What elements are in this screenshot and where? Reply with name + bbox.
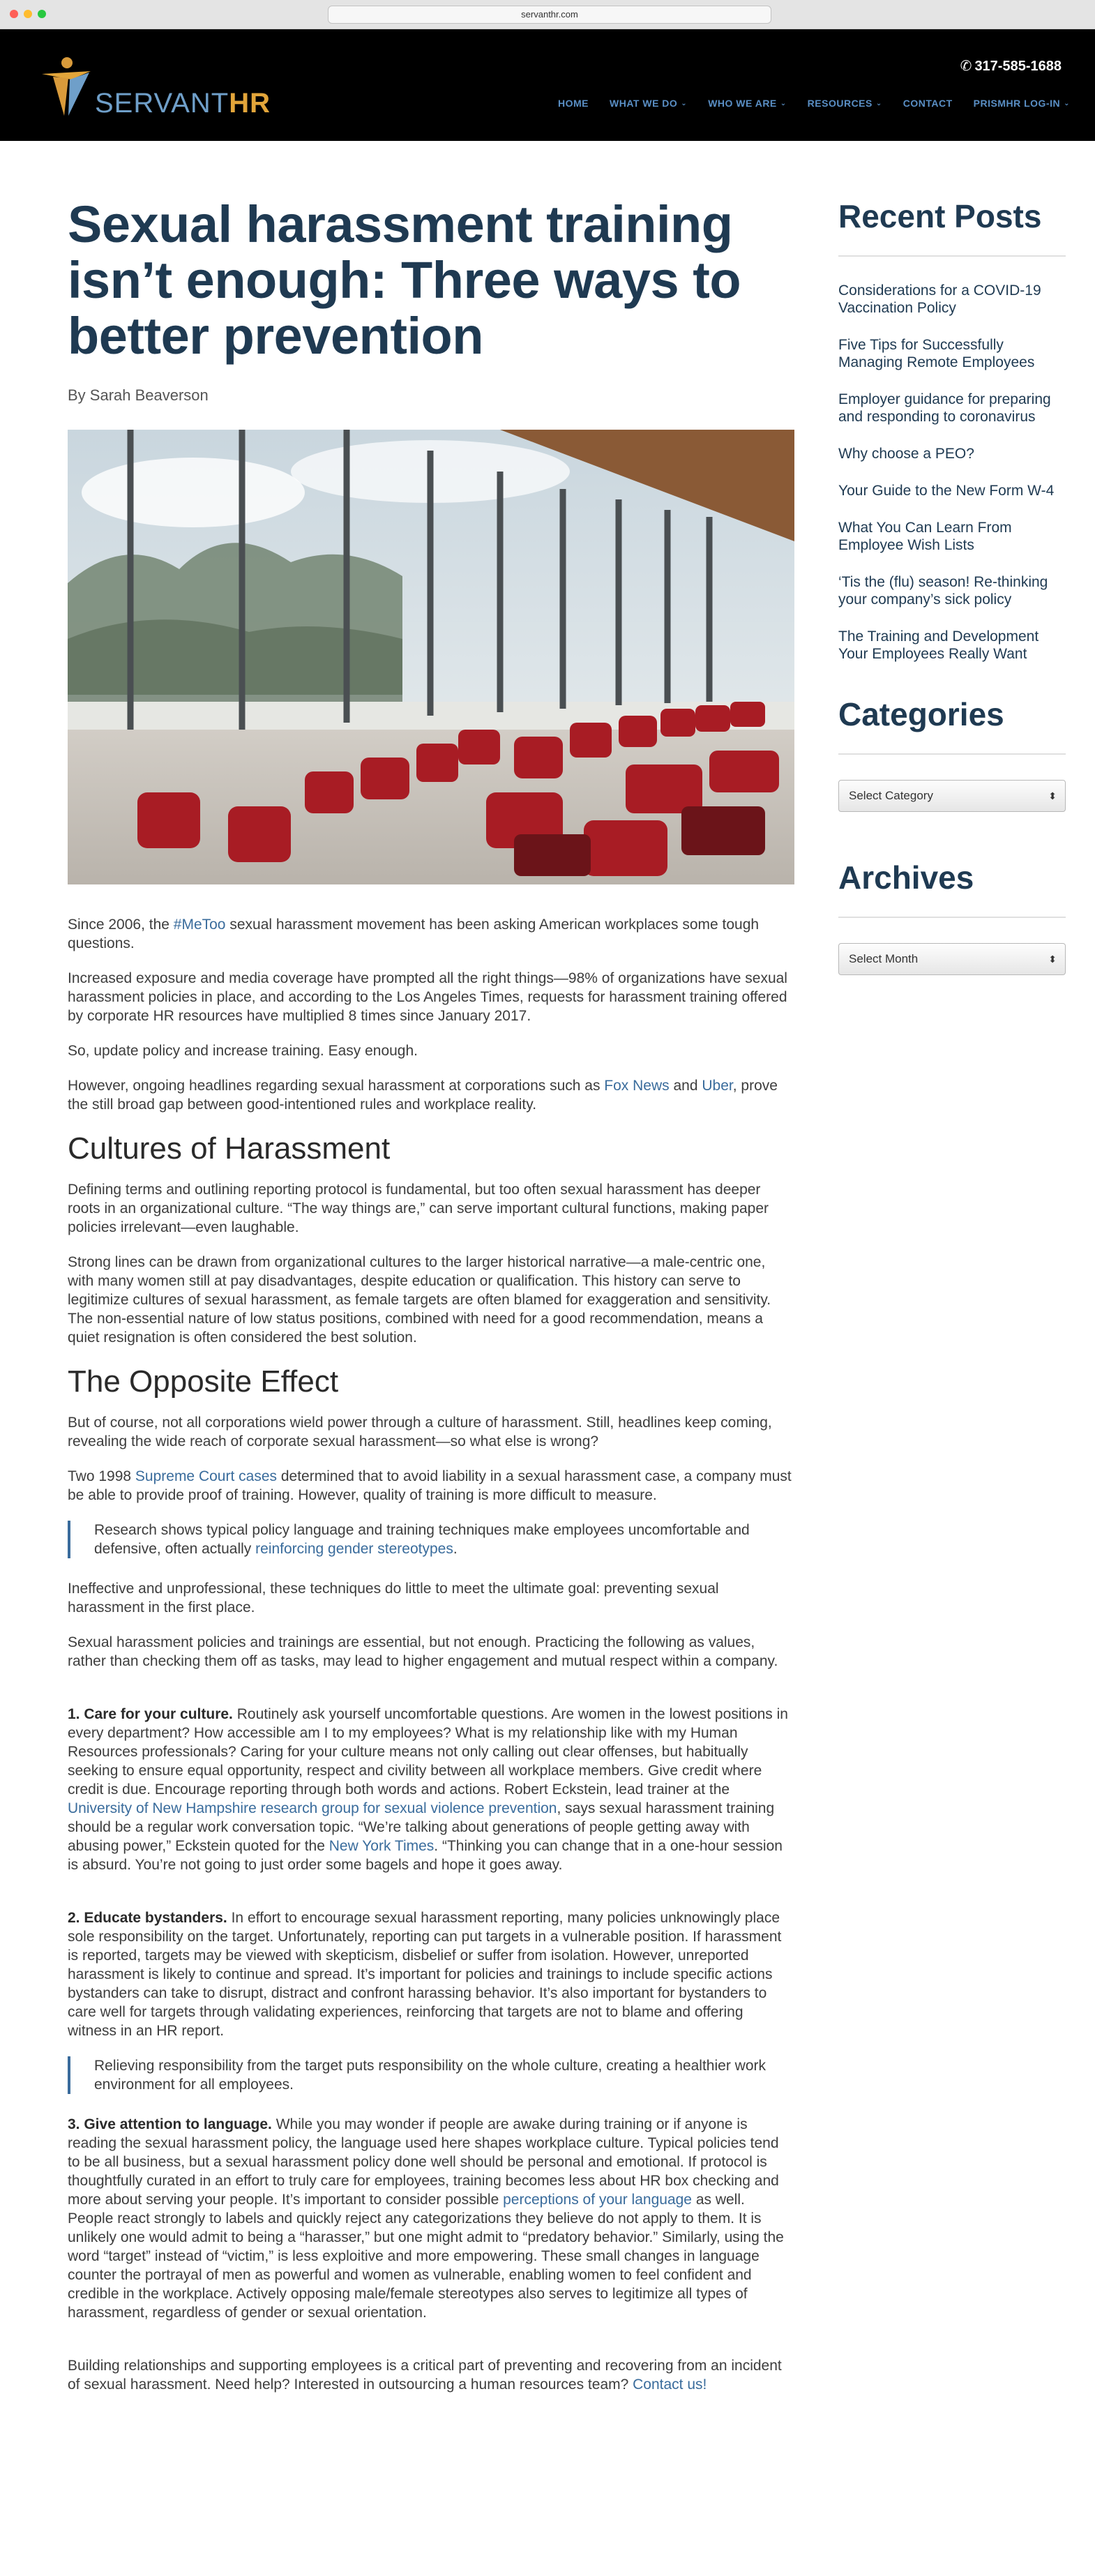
paragraph: Ineffective and unprofessional, these techniques do little to meet the ultimate goal: preventing sexual harassment in the first place. (68, 1581, 719, 1615)
section-heading-cultures: Cultures of Harassment (68, 1131, 391, 1166)
byline: By Sarah Beaverson (68, 386, 209, 404)
minimize-window-button[interactable] (24, 10, 32, 18)
divider (838, 753, 1066, 755)
recent-post-link[interactable]: Why choose a PEO? (838, 446, 974, 462)
category-select[interactable] (838, 780, 1066, 812)
nav-contact[interactable] (903, 98, 953, 109)
nav-home[interactable] (558, 98, 589, 109)
select-arrows-icon: ⬍ (1048, 954, 1057, 965)
recent-post-link[interactable]: ‘Tis the (flu) season! Re-thinking your company’s sick policy (838, 574, 1048, 608)
category-select-value: Select Category (849, 789, 933, 802)
divider (838, 917, 1066, 918)
uber-link[interactable]: Uber (702, 1078, 733, 1094)
article (68, 197, 794, 2410)
chevron-down-icon: ⌄ (681, 99, 688, 107)
new-york-times-link[interactable]: New York Times (328, 1838, 435, 1854)
paragraph: Strong lines can be drawn from organizational cultures to the larger historical narrative—a male-centric one, with many women still at pay disadvantages, despite education or qualification. This history can serve to legitimize cultures of sexual harassment, as female targets are often blamed for exaggeration and sensitivity. The non-essential nature of low status positions, combined with need for a good recommendation, means a quiet resignation is often considered the best solution. (68, 1254, 771, 1346)
categories-title: Categories (838, 696, 1004, 732)
site-header (0, 29, 1095, 141)
paragraph: Defining terms and outlining reporting protocol is fundamental, but too often sexual harassment has deeper roots in an organizational culture. “The way things are,” can serve important cultural functions, making paper policies irrelevant—even laughable. (68, 1182, 769, 1235)
recent-posts-list (838, 282, 1066, 663)
recent-post-link[interactable]: Considerations for a COVID-19 Vaccination Policy (838, 283, 1041, 316)
blockquote: Research shows typical policy language and training techniques make employees uncomfortable and defensive, often actually reinforcing gender stereotypes. (68, 1521, 794, 1558)
address-bar[interactable]: servanthr.com (328, 6, 771, 24)
nav-label: WHAT WE DO (610, 98, 678, 109)
unh-research-group-link[interactable]: University of New Hampshire research group for sexual violence prevention (68, 1800, 557, 1816)
logo-main-text: SERVANT (95, 88, 229, 119)
fox-news-link[interactable]: Fox News (604, 1078, 670, 1094)
paragraph: Two 1998 Supreme Court cases determined that to avoid liability in a sexual harassment case, a company must be able to provide proof of training. However, quality of training is more difficult to measure. (68, 1468, 792, 1503)
blockquote: Relieving responsibility from the target puts responsibility on the whole culture, creating a healthier work environment for all employees. (68, 2056, 794, 2094)
supreme-court-cases-link[interactable]: Supreme Court cases (135, 1468, 277, 1484)
chevron-down-icon: ⌄ (780, 99, 787, 107)
nav-resources[interactable] (808, 98, 882, 109)
phone-number: 317-585-1688 (974, 59, 1062, 74)
maximize-window-button[interactable] (38, 10, 46, 18)
nav-label: WHO WE ARE (708, 98, 777, 109)
phone-link[interactable] (960, 57, 1062, 75)
gender-stereotypes-link[interactable]: reinforcing gender stereotypes (255, 1541, 453, 1557)
recent-post-link[interactable]: What You Can Learn From Employee Wish Lists (838, 520, 1012, 553)
paragraph: Increased exposure and media coverage have prompted all the right things—98% of organizations have sexual harassment policies in place, and according to the Los Angeles Times, requests for harassment training offered by corporate HR resources have multiplied 8 times since January 2017. (68, 970, 787, 1024)
archives-title: Archives (838, 859, 974, 896)
select-arrows-icon: ⬍ (1048, 790, 1057, 801)
site-logo[interactable] (40, 56, 292, 119)
featured-image (68, 430, 794, 884)
archive-select-value: Select Month (849, 952, 919, 965)
chevron-down-icon: ⌄ (1064, 99, 1070, 107)
chevron-down-icon: ⌄ (875, 99, 882, 107)
main-navigation (558, 98, 1070, 109)
nav-label: HOME (558, 98, 589, 109)
phone-icon: ✆ (960, 59, 972, 74)
archive-select[interactable] (838, 943, 1066, 975)
recent-post-link[interactable]: The Training and Development Your Employees Really Want (838, 628, 1039, 662)
recent-post-link[interactable]: Employer guidance for preparing and responding to coronavirus (838, 391, 1051, 425)
sidebar (838, 197, 1066, 975)
paragraph: Sexual harassment policies and trainings are essential, but not enough. Practicing the following as values, rather than checking them off as tasks, may lead to higher engagement and mutual respect within a company. (68, 1634, 778, 1669)
section-heading-opposite-effect: The Opposite Effect (68, 1364, 339, 1399)
paragraph: But of course, not all corporations wield power through a culture of harassment. Still, headlines keep coming, revealing the wide reach of corporate sexual harassment—so what else is wrong? (68, 1415, 772, 1449)
recent-post-link[interactable]: Five Tips for Successfully Managing Remote Employees (838, 337, 1035, 370)
perceptions-of-language-link[interactable]: perceptions of your language (503, 2192, 692, 2208)
divider (838, 255, 1066, 257)
logo-wordmark (95, 88, 271, 119)
paragraph: However, ongoing headlines regarding sexual harassment at corporations such as Fox News and Uber, prove the still broad gap between good-intentioned rules and workplace reality. (68, 1078, 778, 1113)
nav-who-we-are[interactable] (708, 98, 786, 109)
nav-label: PRISMHR LOG-IN (973, 98, 1061, 109)
metoo-link[interactable]: #MeToo (173, 917, 226, 933)
nav-label: RESOURCES (807, 98, 873, 109)
nav-prismhr-login[interactable] (974, 98, 1070, 109)
tip-attention-to-language: 3. Give attention to language. While you may wonder if people are awake during training or if anyone is reading the sexual harassment policy, the language used here shapes workplace culture. Typical policies tend to be all business, but a sexual harassment policy done well should be personal and emotional. If protocol is thoughtfully curated in an effort to truly care for employees, training becomes less about HR box checking and more about serving your people. It’s important to consider possible perceptions of your language as well. People react strongly to labels and quickly reject any categorizations they believe do not apply to them. It is unlikely one would admit to being a “harasser,” but one might admit to “predatory behavior.” Similarly, using the word “target” instead of “victim,” is less exploitive and more empowering. These small changes in language counter the portrayal of men as powerful and women as vulnerable, enabling women to feel confident and credible in the workplace. Actively opposing male/female stereotypes also serves to legitimize all types of harassment, regardless of gender or sexual orientation. (68, 2116, 784, 2321)
browser-chrome (0, 0, 1095, 29)
close-window-button[interactable] (10, 10, 18, 18)
recent-post-link[interactable]: Your Guide to the New Form W-4 (838, 483, 1055, 499)
meeting-room-photo (68, 430, 794, 884)
nav-label: CONTACT (903, 98, 953, 109)
recent-posts-title: Recent Posts (838, 198, 1042, 234)
tip-care-for-culture: 1. Care for your culture. Routinely ask yourself uncomfortable questions. Are women in the lowest positions in every department? How accessible am I to my employees? What is my relationship like with my Human Resources professionals? Caring for your culture means not only calling out clear offenses, but habitually seeking to ensure equal opportunity, respect and civility between all workplace members. Give credit where credit is due. Encourage reporting through both words and actions. Robert Eckstein, lead trainer at the University of New Hampshire research group for sexual violence prevention, says sexual harassment training should be a regular work conversation topic. “We’re talking about generations of people getting away with abusing power,” Eckstein quoted for the New York Times. “Thinking you can change that in a one-hour session is absurd. You’re not going to just order some bagels and hope it goes away. (68, 1706, 788, 1873)
paragraph: So, update policy and increase training. Easy enough. (68, 1043, 418, 1059)
nav-what-we-do[interactable] (610, 98, 687, 109)
closing-paragraph: Building relationships and supporting employees is a critical part of preventing and recovering from an incident of sexual harassment. Need help? Interested in outsourcing a human resources team? Contact us! (68, 2358, 782, 2393)
logo-accent-text: HR (229, 88, 271, 119)
article-body (68, 915, 794, 2394)
tip-educate-bystanders: 2. Educate bystanders. In effort to encourage sexual harassment reporting, many policies unknowingly place sole responsibility on the target. Unfortunately, reporting can put targets in a vulnerable position. If harassment is reported, targets may be viewed with skepticism, disbelief or suffer from isolation. However, unreported harassment is likely to continue and spread. It’s important for policies and trainings to include specific actions bystanders can take to disrupt, distract and confront harassing behavior. It’s also important for bystanders to care well for targets through validating experiences, reinforcing that targets are not to blame and offering witness in an HR report. (68, 1910, 782, 2039)
contact-us-link[interactable]: Contact us! (633, 2377, 707, 2393)
paragraph: Since 2006, the #MeToo sexual harassment movement has been asking American workplaces some tough questions. (68, 917, 760, 951)
page-title: Sexual harassment training isn’t enough: Three ways to better prevention (68, 195, 741, 365)
